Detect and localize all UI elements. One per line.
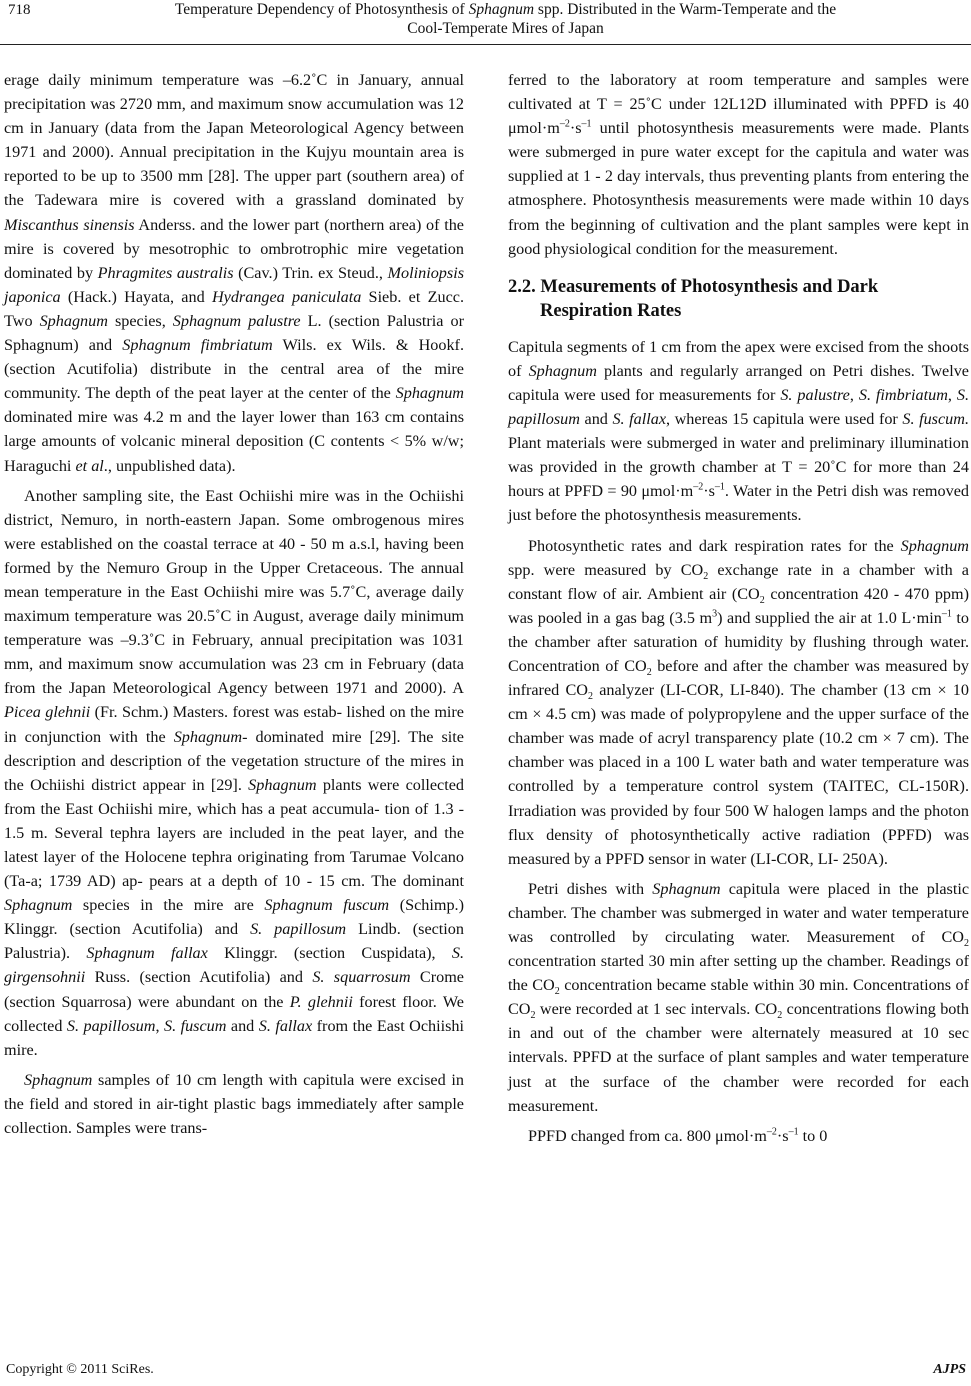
text-run: , whereas 15 capitula were used for (666, 410, 903, 429)
text-run: - dominated mire [29]. The site description and description of the vegetation structure of the mires in the Ochiishi district appear in [29]. (4, 727, 464, 794)
subscript: 2 (759, 594, 765, 606)
italic-term: Sphagnum fuscum (264, 896, 390, 915)
italic-term: Sphagnum (528, 361, 597, 380)
running-title-genus: Sphagnum (468, 1, 535, 18)
text-run: , (155, 1016, 164, 1035)
italic-term: Miscanthus sinensis (4, 215, 135, 234)
text-run: species in the mire are (72, 896, 265, 915)
text-run: Anderss. and the lower part (northern area) of the mire is covered by mesotrophic to ombrotrophic mire vegetation dominated by (4, 215, 464, 282)
text-run: , (947, 385, 957, 404)
text-run: Crome (section Squarrosa) were abundant on the (4, 968, 464, 1011)
paragraph (508, 877, 969, 1118)
text-run: erage daily minimum temperature was –6.2˚C in January, annual precipitation was 2720 mm, and maximum snow accumulation was 12 cm in January (data from the Japan Meteorological Agency between 1971 and 2000). Annual precipitation in the Kujyu mountain area is reported to be up to 3500 mm [28]. The upper part (southern area) of the Tadewara mire is covered with a grassland dominated by (4, 71, 464, 210)
italic-term: Sphagnum fallax (86, 944, 208, 963)
subscript: 2 (964, 938, 969, 950)
page-footer (6, 1362, 966, 1378)
italic-term: S. fallax (612, 410, 666, 429)
text-run: Plant materials were submerged in water and preliminary illumination was provided in the growth chamber at T = 20˚C for more than 24 hours at PPFD = 90 μmol·m (508, 434, 969, 501)
text-run: capitula were placed in the plastic chamber. The chamber was submerged in water and water temperature was controlled by circulating water. Measurement of CO (508, 879, 969, 946)
superscript: –2 (766, 1126, 777, 1138)
paragraph (4, 1068, 464, 1140)
running-title-text: Temperature Dependency of Photosynthesis of (174, 1, 469, 18)
journal-name: AJPS (933, 1362, 966, 1377)
left-column (4, 68, 464, 1140)
superscript: –1 (788, 1126, 799, 1138)
superscript: 3 (712, 608, 718, 620)
page-number: 718 (8, 2, 31, 18)
text-run: concentration started 30 min after setting up the chamber. Readings of the CO (508, 952, 969, 995)
text-run: Photosynthetic rates and dark respiration rates for the (528, 536, 901, 555)
text-run: ·s (776, 1126, 789, 1145)
italic-term: S. squarrosum (312, 968, 411, 987)
italic-term: Sphagnum (24, 1070, 93, 1089)
text-run: from the East Ochiishi mire. (4, 1016, 465, 1059)
text-run: Petri dishes with (528, 879, 653, 898)
text-run: Sieb. et Zucc. Two (4, 287, 464, 330)
subscript: 2 (587, 691, 593, 703)
italic-term: S. fuscum (163, 1016, 227, 1035)
right-column (508, 68, 969, 1148)
paragraph (4, 484, 464, 1062)
text-run: (Fr. Schm.) Masters. forest was estab- lished on the mire in conjunction with the (4, 703, 464, 746)
italic-term: Sphagnum (395, 384, 464, 403)
copyright-notice: Copyright © 2011 SciRes. (6, 1362, 154, 1377)
text-run: species, (107, 311, 173, 330)
paragraph (508, 534, 969, 871)
running-title-line2: Cool-Temperate Mires of Japan (407, 20, 604, 37)
superscript: –1 (941, 608, 952, 620)
italic-term: Sphagnum (900, 536, 969, 555)
paragraph (4, 68, 464, 478)
text-run: L. (section Palustria or Sphagnum) and (4, 311, 464, 355)
text-run: until photosynthesis measurements were made. Plants were submerged in pure water except for the capitula and water was supplied at 1 - 2 day intervals, thus preventing plants from entering the atmosphere. Photosynthesis measurements were made within 10 days from the beginning of cultivation and the plant samples were kept in good physiological condition for the measurement. (508, 119, 969, 258)
text-run: dominated mire was 4.2 m and the layer lower than 163 cm contains large amounts of volcanic mineral deposition (C contents < 5% w/w; Haraguchi (4, 408, 464, 475)
italic-term: S. fimbriatum (858, 385, 948, 404)
italic-term: S. fuscum. (902, 410, 969, 429)
italic-term: S. palustre (780, 385, 850, 404)
italic-term: S. papillosum (66, 1016, 156, 1035)
superscript: –1 (714, 481, 725, 493)
text-run: to 0 (798, 1126, 828, 1145)
italic-term: Phragmites australis (97, 263, 234, 282)
italic-term: Picea glehnii (4, 703, 91, 722)
text-run: exchange rate in a chamber with a constant flow of air. Ambient air (CO (508, 560, 969, 603)
text-run: Lindb. (section Palustria). (4, 920, 464, 963)
text-run: to the chamber after saturation of humidity by flushing through water. Concentration of CO (508, 608, 970, 675)
text-run: concentration 420 - 470 ppm) was pooled in a gas bag (3.5 m (508, 584, 969, 627)
text-run: Klinggr. (section Cuspidata), (207, 944, 452, 963)
superscript: –2 (559, 118, 570, 130)
text-run: spp. were measured by CO (508, 560, 704, 579)
italic-term: S. girgensohnii (4, 944, 464, 987)
section-heading: 2.2. Measurements of Photosynthesis and Dark Respiration Rates (508, 276, 879, 321)
italic-term: Moliniopsis japonica (4, 263, 464, 306)
text-run: plants were collected from the East Ochiishi mire, which has a peat accumula- tion of 1.3 - 1.5 m. Several tephra layers are included in the peat layer, and the latest layer of the Holocene tephra originating from Tarumae Volcano (Ta-a; 1739 AD) ap- pears at a depth of 10 - 15 cm. The dominant (4, 775, 464, 891)
text-run: (Schimp.) Klinggr. (section Acutifolia) and (4, 896, 464, 939)
text-run: ) and supplied the air at 1.0 L·min (717, 608, 942, 627)
text-run: Wils. ex Wils. & Hookf. (section Acutifolia) distribute in the central area of the mire community. The depth of the peat layer at the center of the (4, 336, 464, 403)
subscript: 2 (703, 570, 709, 582)
text-run: (Cav.) Trin. ex Steud., (233, 263, 388, 282)
text-run: ., unpublished data). (103, 456, 236, 475)
text-run: ·s (569, 119, 582, 138)
text-run: before and after the chamber was measured by infrared CO (508, 656, 969, 700)
text-run: samples of 10 cm length with capitula were excised in the field and stored in air-tight plastic bags immediately after sample collection. Samples were trans- (4, 1070, 464, 1138)
italic-term: Sphagnum (173, 727, 243, 746)
subscript: 2 (530, 1010, 536, 1022)
running-header (40, 0, 971, 38)
subscript: 2 (646, 667, 652, 679)
text-run: analyzer (LI-COR, LI-840). The chamber (13 cm × 10 cm × 4.5 cm) was made of polypropylene and the upper surface of the chamber was made of acryl transparency plate (10.2 cm × 7 cm). The chamber was placed in a 100 L water bath and water temperature was controlled by a temperature control system (TAITEC, CL-150R). Irradiation was provided by four 500 W halogen lamps and the photon flux density of photosynthetically active radiation (PPFD) was measured by a PPFD sensor in water (LI-COR, LI- 250A). (508, 681, 969, 868)
italic-term: S. papillosum (250, 920, 347, 939)
text-run: PPFD changed from ca. 800 μmol·m (528, 1126, 767, 1145)
text-run: concentrations flowing both in and out of the chamber were alternately measured at 10 sec intervals. PPFD at the surface of plant samples and water temperature just at the surface of the chamber were recorded for each measurement. (508, 1000, 969, 1115)
italic-term: et al (75, 456, 104, 475)
italic-term: Hydrangea paniculata (211, 287, 362, 306)
text-run: plants and regularly arranged on Petri dishes. Twelve capitula were used for measurements for (508, 361, 969, 404)
italic-term: Sphagnum (4, 896, 73, 915)
text-run: ·s (703, 482, 715, 501)
subscript: 2 (554, 986, 560, 998)
text-run: forest floor. We collected (4, 992, 464, 1035)
text-run: . Water in the Petri dish was removed just before the photosynthesis measurements. (508, 482, 969, 525)
italic-term: Sphagnum palustre (172, 311, 301, 330)
paragraph (508, 335, 969, 528)
text-run: ferred to the laboratory at room temperature and samples were cultivated at T = 25˚C under 12L12D illuminated with PPFD is 40 μmol·m (508, 71, 969, 138)
superscript: –2 (693, 481, 704, 493)
text-run: , (849, 385, 859, 404)
running-title-text-cont: spp. Distributed in the Warm-Temperate and the (534, 1, 837, 18)
text-run: and (226, 1016, 259, 1035)
italic-term: P. glehnii (289, 992, 353, 1011)
text-run: Russ. (section Acutifolia) and (85, 968, 313, 987)
italic-term: Sphagnum fimbriatum (122, 336, 273, 355)
paragraph (508, 1124, 969, 1148)
text-run: Another sampling site, the East Ochiishi mire was in the Ochiishi district, Nemuro, in north-eastern Japan. Some ombrogenous mires were established on the coastal terrace at 40 - 50 m a.s.l, having been formed by the Nemuro Group in the Upper Cretaceous. The annual mean temperature in the East Ochiishi mire was 5.7˚C, average daily maximum temperature was 20.5˚C in August, average daily minimum temperature was –9.3˚C in February, annual precipitation was 1031 mm, and maximum snow accumulation was 23 cm in February (data from the Japan Meteorological Agency between 1971 and 2000). A (4, 486, 464, 698)
italic-term: Sphagnum (248, 775, 317, 794)
italic-term: Sphagnum (39, 311, 108, 330)
text-run: were recorded at 1 sec intervals. CO (535, 1000, 778, 1019)
running-title-line1 (40, 0, 971, 19)
subscript: 2 (777, 1010, 783, 1022)
paragraph (508, 68, 969, 261)
header-divider (0, 44, 971, 45)
italic-term: S. papillosum (508, 385, 970, 429)
italic-term: S. fallax (258, 1016, 313, 1035)
superscript: –1 (581, 118, 592, 130)
italic-term: Sphagnum (652, 879, 721, 898)
text-run: concentration became stable within 30 min. Concentrations of CO (508, 976, 970, 1019)
text-run: and (579, 410, 613, 429)
text-run: Capitula segments of 1 cm from the apex were excised from the shoots of (508, 337, 969, 380)
text-run: (Hack.) Hayata, and (60, 287, 212, 306)
